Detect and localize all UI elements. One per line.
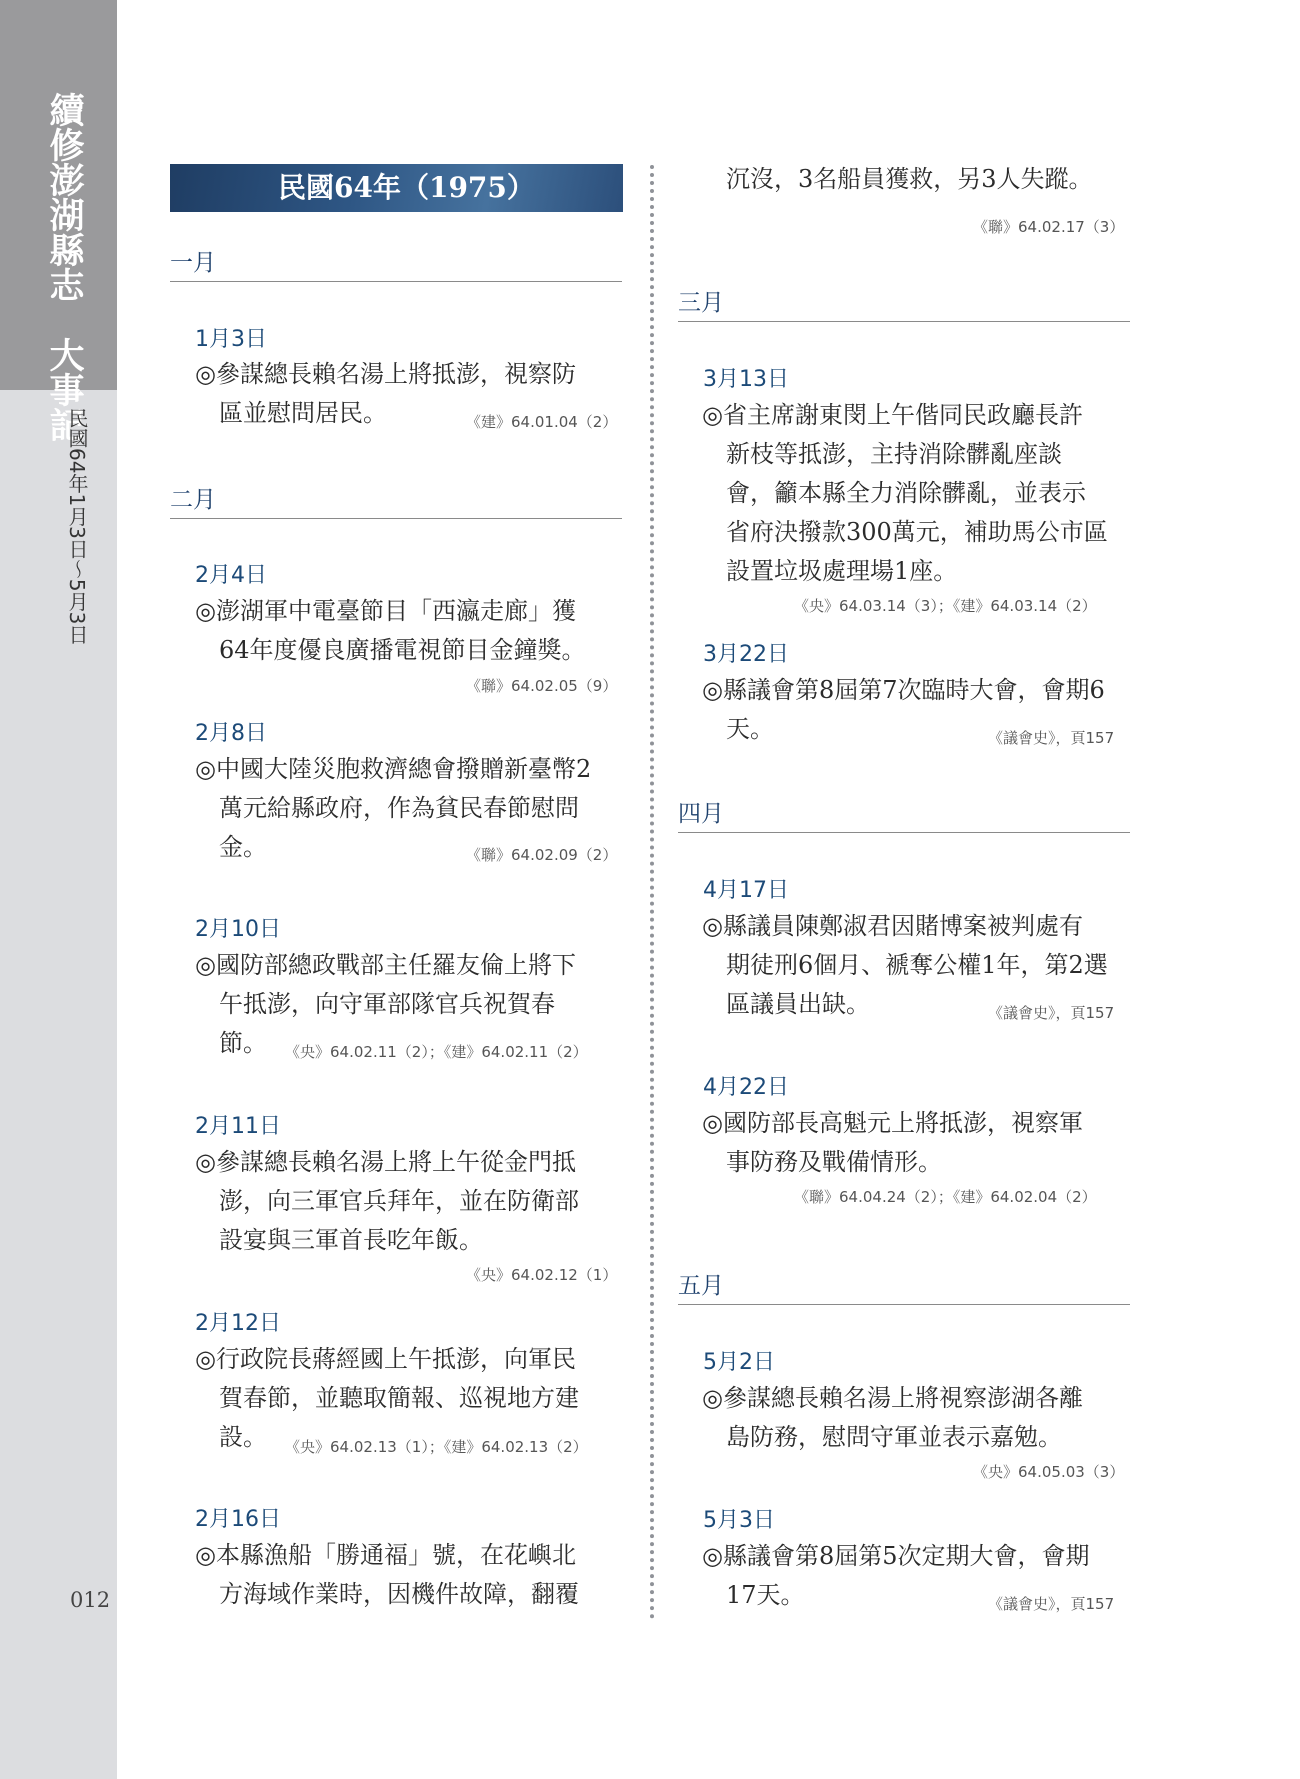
sidebar	[0, 0, 117, 1779]
entry-date: 2月8日	[195, 721, 267, 746]
entry-line: ◎行政院長蔣經國上午抵澎，向軍民	[195, 1345, 576, 1373]
entry-source: 《聯》64.04.24（2）；《建》64.02.04（2）	[794, 1188, 1097, 1206]
entry-line: 方海域作業時，因機件故障，翻覆	[219, 1580, 579, 1608]
entry-source: 《央》64.03.14（3）；《建》64.03.14（2）	[794, 597, 1097, 615]
entry-source: 《議會史》，頁157	[988, 1595, 1115, 1613]
entry-date: 5月3日	[703, 1508, 775, 1533]
month-heading-apr: 四月	[678, 795, 1130, 833]
entry-text-continued	[702, 160, 1132, 199]
entry-text	[702, 1104, 1132, 1182]
entry-source: 《建》64.01.04（2）	[466, 413, 618, 431]
entry-date: 3月13日	[703, 367, 789, 392]
entry-line: 區並慰問居民。	[219, 399, 387, 427]
entry-line: ◎省主席謝東閔上午偕同民政廳長許	[702, 401, 1083, 429]
entry-line: 省府決撥款300萬元，補助馬公市區	[726, 518, 1108, 546]
month-heading-may: 五月	[678, 1267, 1130, 1305]
entry-text	[195, 1143, 625, 1260]
entry-source: 《聯》64.02.09（2）	[466, 846, 618, 864]
entry-line: 事防務及戰備情形。	[726, 1148, 942, 1176]
entry-line: 新枝等抵澎，主持消除髒亂座談	[726, 440, 1062, 468]
column-divider	[650, 165, 654, 1620]
entry-source: 《央》64.02.12（1）	[466, 1266, 618, 1284]
month-heading-jan: 一月	[170, 244, 622, 282]
month-heading-feb: 二月	[170, 481, 622, 519]
entry-date: 2月10日	[195, 917, 281, 942]
entry-line: ◎縣議會第8屆第5次定期大會，會期	[702, 1542, 1090, 1570]
entry-line: ◎澎湖軍中電臺節目「西瀛走廊」獲	[195, 597, 576, 625]
entry-line: 17天。	[726, 1581, 805, 1609]
entry-line: 節。	[219, 1029, 267, 1057]
entry-line: 設宴與三軍首長吃年飯。	[219, 1226, 483, 1254]
entry-line: ◎參謀總長賴名湯上將抵澎，視察防	[195, 360, 576, 388]
entry-line: ◎縣議會第8屆第7次臨時大會，會期6	[702, 676, 1105, 704]
entry-date: 2月12日	[195, 1311, 281, 1336]
book-title: 續修澎湖縣志 大事記	[44, 92, 85, 442]
entry-line: 會，籲本縣全力消除髒亂，並表示	[726, 479, 1086, 507]
entry-line: 萬元給縣政府，作為貧民春節慰問	[219, 794, 579, 822]
entry-date: 2月11日	[195, 1114, 281, 1139]
entry-source: 《議會史》，頁157	[988, 729, 1115, 747]
entry-line: 設置垃圾處理場1座。	[726, 557, 958, 585]
entry-line: 島防務，慰問守軍並表示嘉勉。	[726, 1423, 1062, 1451]
entry-line: ◎國防部長高魁元上將抵澎，視察軍	[702, 1109, 1083, 1137]
entry-line: 設。	[219, 1423, 267, 1451]
entry-line: 期徒刑6個月、褫奪公權1年，第2選	[726, 951, 1108, 979]
entry-line: ◎縣議員陳鄭淑君因賭博案被判處有	[702, 912, 1083, 940]
entry-line: 沉沒，3名船員獲救，另3人失蹤。	[726, 165, 1093, 193]
entry-line: 午抵澎，向守軍部隊官兵祝賀春	[219, 990, 555, 1018]
entry-line: 天。	[726, 715, 774, 743]
entry-text	[195, 592, 625, 670]
entry-line: 64年度優良廣播電視節目金鐘獎。	[219, 636, 586, 664]
entry-line: ◎本縣漁船「勝通福」號，在花嶼北	[195, 1541, 576, 1569]
entry-text	[702, 396, 1132, 591]
page-number: 012	[70, 1588, 111, 1612]
entry-source: 《央》64.05.03（3）	[973, 1463, 1125, 1481]
entry-date: 2月4日	[195, 563, 267, 588]
entry-line: 澎，向三軍官兵拜年，並在防衛部	[219, 1187, 579, 1215]
entry-line: ◎參謀總長賴名湯上將上午從金門抵	[195, 1148, 576, 1176]
entry-text	[702, 1379, 1132, 1457]
entry-source: 《央》64.02.13（1）；《建》64.02.13（2）	[285, 1438, 588, 1456]
entry-line: ◎國防部總政戰部主任羅友倫上將下	[195, 951, 576, 979]
entry-date: 4月17日	[703, 878, 789, 903]
section-range: 民國64年1月3日〜5月3日	[65, 408, 89, 645]
entry-date: 2月16日	[195, 1507, 281, 1532]
entry-text	[195, 1536, 625, 1614]
entry-source: 《聯》64.02.17（3）	[973, 218, 1125, 236]
entry-line: 賀春節，並聽取簡報、巡視地方建	[219, 1384, 579, 1412]
entry-line: 區議員出缺。	[726, 990, 870, 1018]
entry-date: 3月22日	[703, 642, 789, 667]
year-banner: 民國64年（1975）	[170, 164, 623, 212]
entry-line: ◎中國大陸災胞救濟總會撥贈新臺幣2	[195, 755, 592, 783]
entry-source: 《聯》64.02.05（9）	[466, 677, 618, 695]
entry-source: 《央》64.02.11（2）；《建》64.02.11（2）	[285, 1043, 588, 1061]
entry-date: 4月22日	[703, 1075, 789, 1100]
month-heading-mar: 三月	[678, 284, 1130, 322]
entry-line: 金。	[219, 833, 267, 861]
entry-date: 1月3日	[195, 327, 267, 352]
entry-date: 5月2日	[703, 1350, 775, 1375]
entry-line: ◎參謀總長賴名湯上將視察澎湖各離	[702, 1384, 1083, 1412]
entry-source: 《議會史》，頁157	[988, 1004, 1115, 1022]
